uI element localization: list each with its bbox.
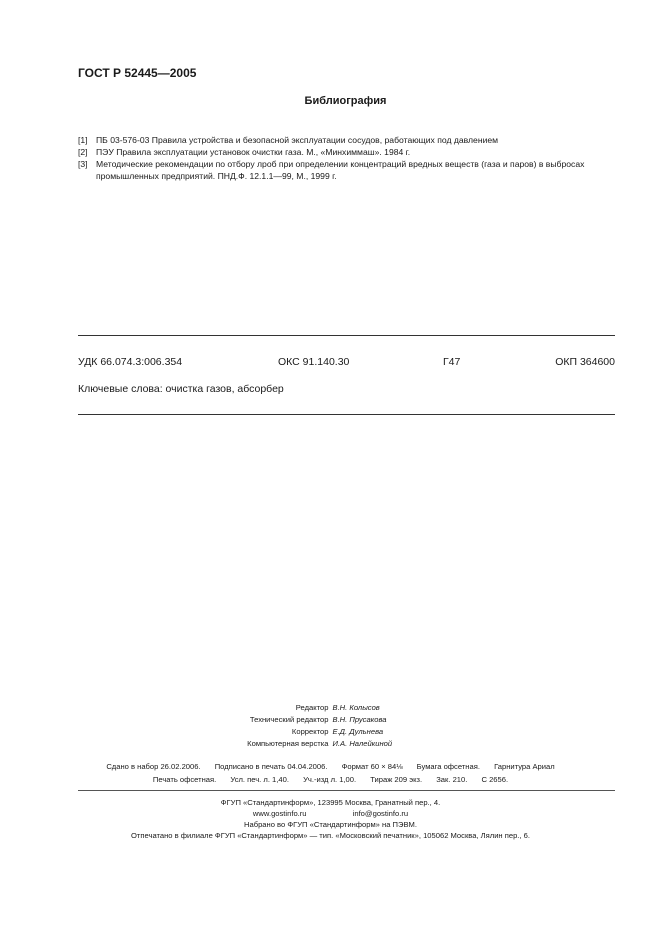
print-info-item: Зак. 210. [436, 775, 468, 784]
publisher-printed: Отпечатано в филиале ФГУП «Стандартинформ» — тип. «Московский печатник», 105062 Москва, Лялин пер., 6. [131, 831, 530, 840]
publisher-divider [78, 790, 615, 791]
editor-name: Е.Д. Дульнева [332, 727, 384, 736]
publisher-typeset: Набрано во ФГУП «Стандартинформ» на ПЭВМ. [244, 820, 417, 829]
oks-code: ОКС 91.140.30 [278, 356, 350, 368]
publisher-contacts [0, 808, 661, 819]
editor-line [0, 714, 661, 726]
divider-bottom [78, 414, 615, 415]
document-code: ГОСТ Р 52445—2005 [78, 66, 197, 80]
publisher-block [0, 797, 661, 841]
okp-code: ОКП 364600 [555, 356, 615, 368]
editor-line [0, 702, 661, 714]
reference-item [78, 134, 618, 146]
publisher-website: www.gostinfo.ru [252, 809, 307, 818]
print-info [0, 760, 661, 786]
print-info-item: Печать офсетная. [152, 775, 217, 784]
print-info-item: Уч.-изд л. 1,00. [303, 775, 357, 784]
editor-line [0, 738, 661, 750]
reference-text: ПБ 03-576-03 Правила устройства и безопасной эксплуатации сосудов, работающих под давлением [96, 135, 499, 145]
editor-name: В.Н. Колысов [332, 703, 380, 712]
reference-number: [2] [78, 147, 88, 157]
print-info-item: Сдано в набор 26.02.2006. [106, 762, 201, 771]
print-info-item: Гарнитура Ариал [494, 762, 555, 771]
editor-role: Технический редактор [249, 715, 329, 724]
print-info-row [0, 760, 661, 773]
reference-number: [1] [78, 135, 88, 145]
divider-top [78, 335, 615, 336]
editor-role: Корректор [291, 727, 329, 736]
reference-list [78, 134, 618, 182]
reference-text: Методические рекомендации по отбору лроб при определении концентраций вредных веществ (газа и паров) в выбросах промышленных предприятий. ПНД.Ф. 12.1.1—99, М., 1999 г. [96, 159, 585, 181]
print-info-item: Бумага офсетная. [416, 762, 480, 771]
editor-line [0, 726, 661, 738]
print-info-item: С 2656. [481, 775, 509, 784]
bibliography-title: Библиография [304, 95, 387, 107]
reference-number: [3] [78, 159, 88, 169]
publisher-address: ФГУП «Стандартинформ», 123995 Москва, Гранатный пер., 4. [220, 798, 441, 807]
editors-block [0, 702, 661, 750]
g-code: Г47 [443, 356, 461, 368]
editor-name: В.Н. Прусакова [332, 715, 387, 724]
keywords: Ключевые слова: очистка газов, абсорбер [78, 383, 284, 395]
reference-item [78, 158, 618, 182]
udk-code: УДК 66.074.3:006.354 [78, 356, 183, 368]
print-info-item: Тираж 209 экз. [370, 775, 423, 784]
editor-name: И.А. Налейкиной [332, 739, 393, 748]
print-info-row [0, 773, 661, 786]
print-info-item: Подписано в печать 04.04.2006. [214, 762, 328, 771]
print-info-item: Усл. печ. л. 1,40. [230, 775, 289, 784]
print-info-item: Формат 60 × 84⅛ [341, 762, 403, 771]
publisher-email: info@gostinfo.ru [352, 809, 409, 818]
reference-text: ПЭУ Правила эксплуатации установок очистки газа. М., «Минхиммаш». 1984 г. [96, 147, 411, 157]
editor-role: Компьютерная верстка [247, 739, 329, 748]
editor-role: Редактор [295, 703, 329, 712]
reference-item [78, 146, 618, 158]
